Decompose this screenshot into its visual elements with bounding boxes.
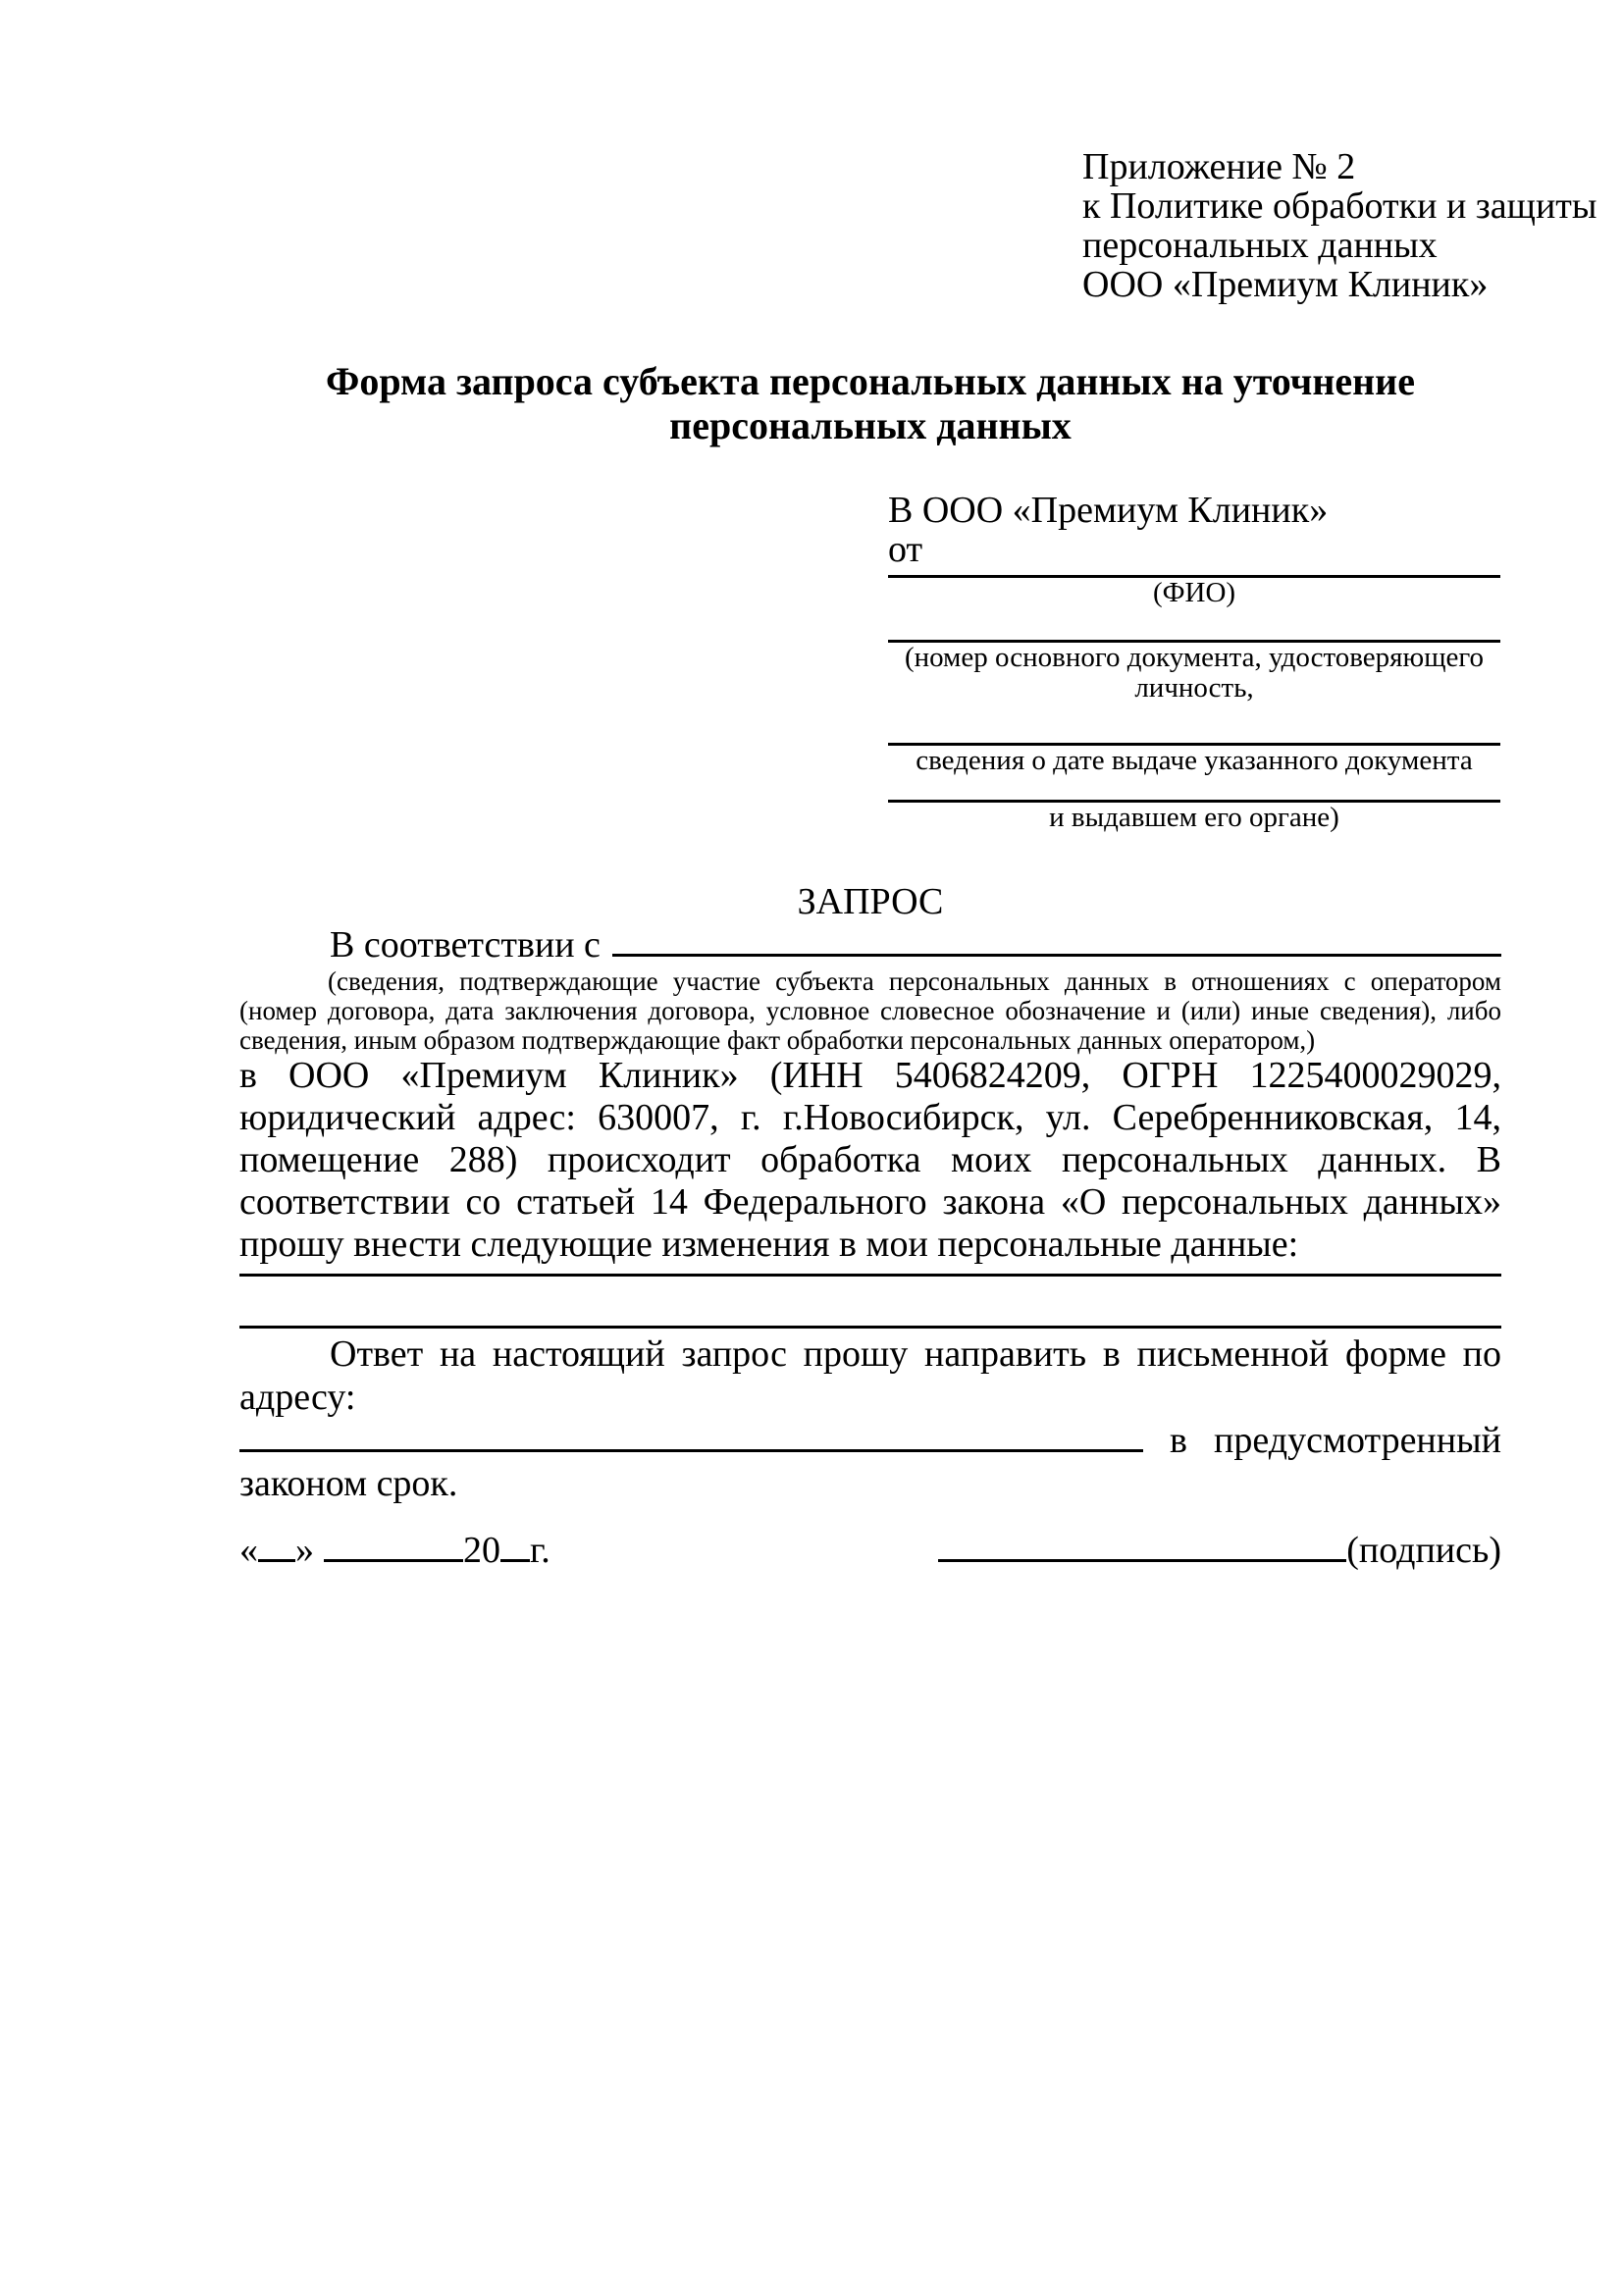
appendix-note-line: ООО «Премиум Клиник» — [1082, 264, 1489, 305]
request-heading: ЗАПРОС — [797, 881, 944, 922]
appendix-note-line: персональных данных — [1082, 225, 1438, 266]
reply-tail: законом срок. — [239, 1463, 458, 1504]
id-document-caption: (номер основного документа, удостоверяющего личность, — [904, 642, 1485, 704]
accordance-prefix: В соответствии с — [330, 924, 601, 965]
issue-date-caption: сведения о дате выдаче указанного документа — [916, 745, 1473, 776]
issuing-authority-field — [888, 800, 1500, 833]
reply-address-blank-line — [239, 1449, 1143, 1452]
reply-sentence: Ответ на настоящий запрос прошу направить в письменной форме по адресу: — [239, 1333, 1501, 1418]
date-month-blank — [324, 1559, 463, 1562]
issuing-authority-caption: и выдавшем его органе) — [1049, 802, 1339, 833]
document-title: Форма запроса субъекта персональных данных на уточнение персональных данных — [326, 359, 1415, 447]
reply-word-in: в — [1170, 1420, 1187, 1461]
id-document-field — [888, 640, 1500, 704]
date-year-blank — [500, 1559, 530, 1562]
appendix-note-line: Приложение № 2 — [1082, 146, 1356, 187]
date-year-prefix: 20 — [463, 1530, 500, 1571]
fio-caption: (ФИО) — [1152, 577, 1236, 608]
appendix-note-line: к Политике обработки и защиты — [1082, 185, 1597, 227]
reply-word-stipulated: предусмотренный — [1214, 1420, 1501, 1461]
accordance-line — [239, 923, 1501, 966]
changes-blank-line-2 — [239, 1326, 1501, 1329]
fio-field — [888, 575, 1500, 608]
date-quote-open: « — [239, 1530, 258, 1571]
signature-caption: (подпись) — [1346, 1530, 1501, 1571]
date-quote-close: » — [295, 1530, 314, 1571]
accordance-note: (сведения, подтверждающие участие субъекта персональных данных в отношениях с оператором (номер договора, дата заключения договора, условное словесное обозначение и (или) иные сведения), либо сведения, иным образом подтверждающие факт обработки персональных данных оператором,) — [239, 966, 1501, 1055]
date-year-suffix: г. — [530, 1530, 550, 1571]
date-signature-row — [239, 1529, 1501, 1572]
addressee-block — [888, 491, 1500, 833]
appendix-note — [1082, 146, 1597, 305]
accordance-blank-line — [612, 954, 1501, 957]
date-blanks — [239, 1529, 550, 1572]
date-day-blank — [258, 1559, 295, 1562]
changes-blank-line-1 — [239, 1274, 1501, 1277]
addressee-to: В ООО «Премиум Клиник» — [888, 490, 1329, 531]
signature-area — [938, 1529, 1501, 1572]
addressee-from-label: от — [888, 529, 923, 570]
body-paragraph: в ООО «Премиум Клиник» (ИНН 5406824209, ОГРН 1225400029029, юридический адрес: 630007, г. г.Новосибирск, ул. Серебренниковская, 14, помещение 288) происходит обработка моих персональных данных. В соответствии со статьей 14 Федерального закона «О персональных данных» прошу внести следующие изменения в мои персональные данные: — [239, 1055, 1501, 1265]
reply-address-line — [239, 1419, 1501, 1462]
signature-blank-line — [938, 1559, 1346, 1562]
issue-date-field — [888, 743, 1500, 776]
